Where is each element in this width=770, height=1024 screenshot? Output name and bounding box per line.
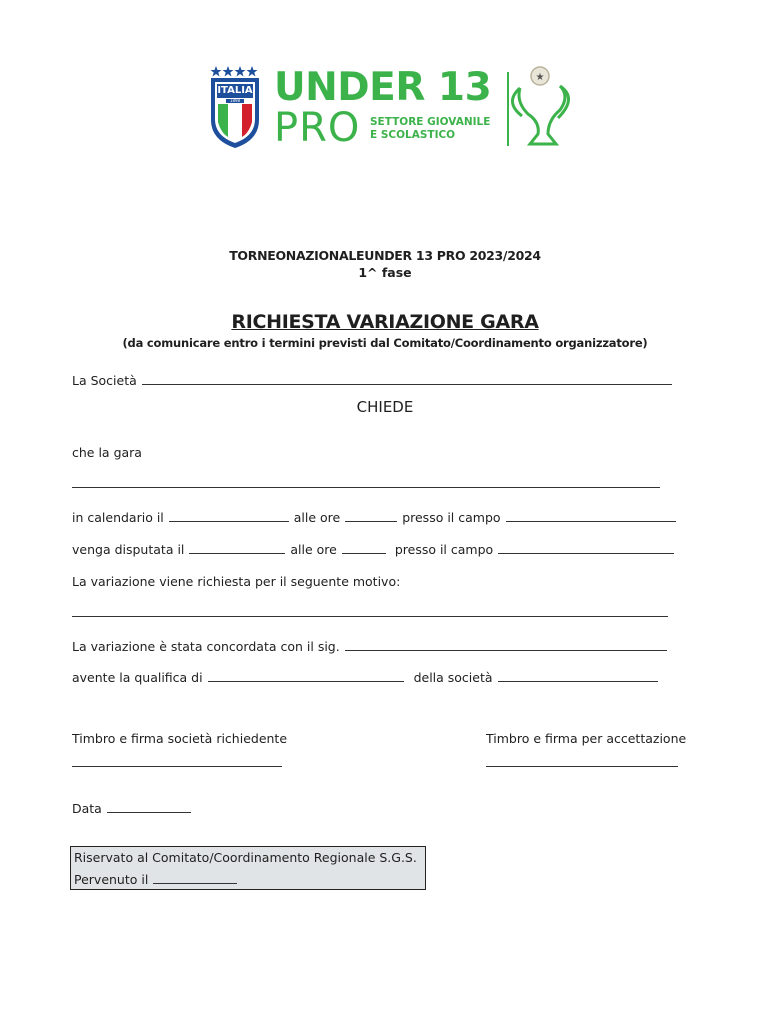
della-societa-field[interactable]: [498, 680, 658, 682]
presso-campo-label-1: presso il campo: [402, 510, 501, 525]
societa-row: [72, 373, 673, 388]
concordata-field[interactable]: [345, 649, 667, 651]
calendario-campo-field[interactable]: [506, 520, 676, 522]
presso-campo-label-2: presso il campo: [394, 542, 494, 557]
motivo-field[interactable]: [72, 616, 668, 617]
calendario-row: [72, 510, 677, 525]
venga-time-field[interactable]: [342, 552, 386, 554]
societa-field[interactable]: [142, 383, 672, 385]
calendario-label: in calendario il: [72, 510, 164, 525]
venga-campo-field[interactable]: [498, 552, 674, 554]
qualifica-label: avente la qualifica di: [72, 670, 203, 685]
italia-badge-year: 1898: [229, 98, 241, 103]
logo-divider: [507, 72, 509, 146]
calendario-time-field[interactable]: [345, 520, 397, 522]
chiede-heading: CHIEDE: [356, 398, 414, 416]
concordata-row: [72, 639, 668, 654]
alle-ore-label-2: alle ore: [290, 542, 337, 557]
timbro-right-field[interactable]: [486, 766, 678, 767]
pervenuto-label: Pervenuto il: [74, 872, 149, 887]
venga-row: [72, 542, 675, 557]
italia-badge-text: ITALIA: [217, 85, 253, 96]
reserved-box: [70, 846, 426, 890]
venga-date-field[interactable]: [189, 552, 285, 554]
svg-text:★: ★: [535, 72, 545, 83]
reserved-line1: Riservato al Comitato/Coordinamento Regionale S.G.S.: [74, 850, 417, 865]
pervenuto-row: [74, 872, 238, 887]
settore-line2: E SCOLASTICO: [370, 129, 456, 141]
concordata-label: La variazione è stata concordata con il sig.: [72, 639, 340, 654]
qualifica-field[interactable]: [208, 680, 404, 682]
data-row: [72, 801, 192, 816]
societa-label: La Società: [72, 373, 137, 388]
qualifica-row: [72, 670, 659, 685]
page-title: RICHIESTA VARIAZIONE GARA: [231, 311, 539, 333]
pro-text: PRO: [274, 105, 361, 151]
tournament-title: TORNEONAZIONALEUNDER 13 PRO 2023/2024: [229, 248, 541, 263]
timbro-left-field[interactable]: [72, 766, 282, 767]
data-field[interactable]: [107, 811, 191, 813]
header-logo: [208, 62, 584, 152]
page-subtitle: (da comunicare entro i termini previsti dal Comitato/Coordinamento organizzatore): [122, 336, 648, 350]
under-13-text: UNDER 13: [274, 65, 492, 110]
settore-line1: SETTORE GIOVANILE: [370, 116, 491, 128]
timbro-left-label: Timbro e firma società richiedente: [72, 731, 288, 746]
phase-label: 1^ fase: [358, 265, 412, 280]
data-label: Data: [72, 801, 102, 816]
venga-label: venga disputata il: [72, 542, 185, 557]
gara-field[interactable]: [72, 487, 660, 488]
timbro-right-label: Timbro e firma per accettazione: [486, 731, 687, 746]
della-societa-label: della società: [413, 670, 493, 685]
motivo-label: La variazione viene richiesta per il seguente motivo:: [72, 574, 401, 589]
calendario-date-field[interactable]: [169, 520, 289, 522]
alle-ore-label-1: alle ore: [293, 510, 341, 525]
che-la-gara-label: che la gara: [72, 445, 142, 460]
pervenuto-field[interactable]: [153, 882, 237, 884]
